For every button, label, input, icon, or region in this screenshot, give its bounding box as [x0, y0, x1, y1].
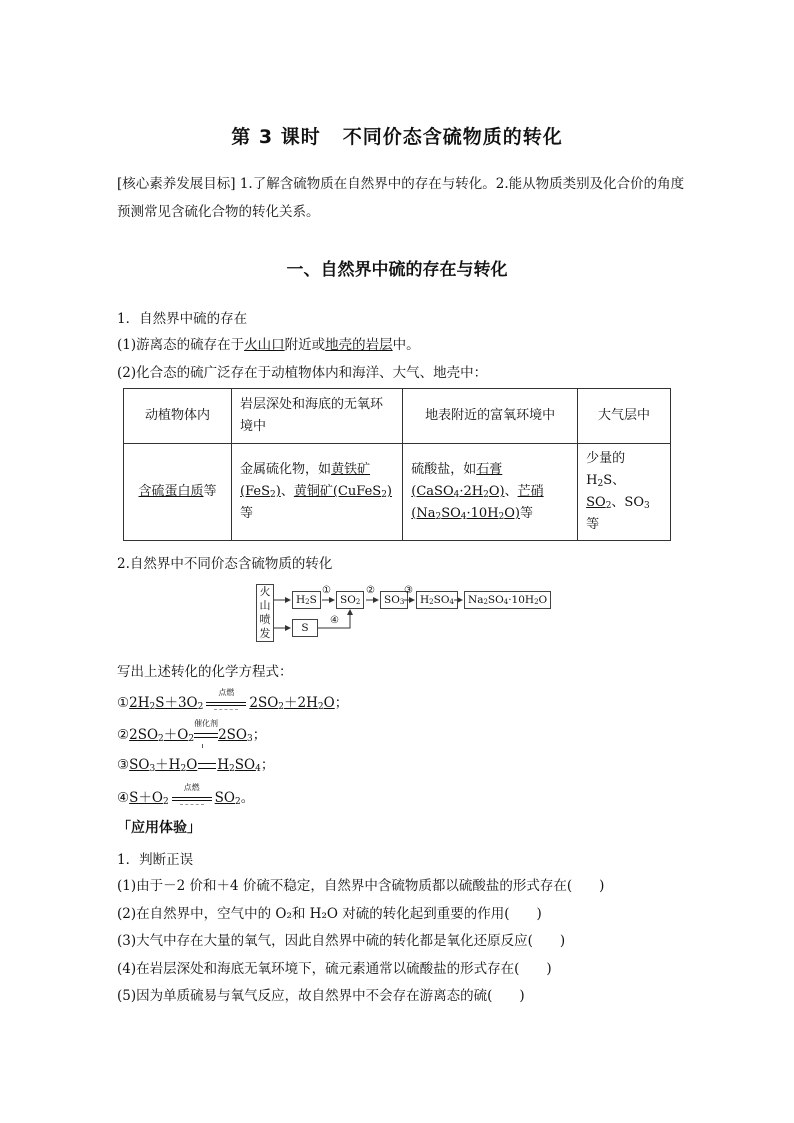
- text-fragment: 少量的 H: [586, 451, 626, 488]
- subscript: 4: [503, 598, 509, 606]
- header-cell: 岩层深处和海底的无氧环境中: [232, 389, 403, 444]
- learning-objectives: [117, 170, 687, 226]
- text-fragment: O: [538, 594, 548, 606]
- eq1-reactants: $2H_2S+3O_2$: [129, 695, 204, 712]
- subscript: 2: [498, 512, 505, 522]
- equals-sign: [198, 763, 216, 769]
- subscript: 2: [317, 702, 324, 712]
- text-fragment: SO: [487, 594, 504, 606]
- equation-4: $④S+O_2$ 点燃 $SO_2$。: [117, 782, 255, 807]
- volcano-char: 发: [259, 627, 271, 640]
- existence-line-1: [117, 333, 420, 353]
- subscript: 3: [246, 734, 253, 744]
- step-label-1: ①: [322, 585, 331, 596]
- step-label-4: ④: [330, 615, 339, 626]
- text-fragment: (Na: [411, 506, 436, 521]
- table-header-row: [124, 389, 671, 444]
- condition-label: 点燃: [183, 782, 200, 792]
- text-fragment: ·10H: [466, 506, 499, 521]
- text-fragment: O): [504, 506, 520, 521]
- subscript: 4: [449, 598, 454, 606]
- volcano-char: 喷: [259, 613, 271, 626]
- eq4-products: $SO_2$: [214, 790, 241, 807]
- condition-label: 催化剂: [194, 718, 219, 728]
- table-row: [124, 444, 671, 541]
- subscript: 4: [460, 512, 467, 522]
- existence-line-2: (2)化合态的硫广泛存在于动植物体内和海洋、大气、地壳中：: [117, 365, 488, 381]
- sulfur-distribution-table: [123, 388, 671, 541]
- answer-chalcopyrite: [294, 484, 392, 499]
- header-cell: 动植物体内: [124, 389, 232, 444]
- volcano-char: 山: [259, 599, 271, 612]
- subscript: 4: [453, 490, 460, 500]
- text-fragment: 、: [280, 484, 294, 499]
- equation-number: ③: [117, 757, 130, 773]
- objectives-text: 1.了解含硫物质在自然界中的存在与转化。2.能从物质类别及化合价的角度预测常见含硫化合物的转化关系。: [117, 176, 685, 220]
- header-cell: 大气层中: [578, 389, 671, 444]
- subscript: 2: [305, 598, 310, 606]
- judge-item-3: (3)大气中存在大量的氧气，因此自然界中硫的转化都是氧化还原反应( ): [117, 933, 566, 949]
- condition-arrow: [206, 687, 246, 711]
- judge-heading: 1．判断正误: [117, 852, 194, 868]
- judge-item-2: (2)在自然界中，空气中的 O₂和 H₂O 对硫的转化起到重要的作用( ): [117, 906, 542, 922]
- condition-arrow: [172, 782, 212, 806]
- apply-heading: 「应用体验」: [117, 820, 201, 836]
- step-label-3: ③: [404, 585, 413, 596]
- text-fragment: SO: [384, 594, 400, 606]
- text-fragment: SO: [586, 495, 606, 510]
- subscript: 2: [162, 797, 169, 807]
- judge-item-4: (4)在岩层深处和海底无氧环境下，硫元素通常以硫酸盐的形式存在( ): [117, 961, 552, 977]
- lesson-number: 第 3 课时: [231, 126, 321, 148]
- text-fragment: 黄铁矿: [331, 462, 371, 477]
- subscript: 3: [149, 764, 156, 774]
- equation-number: ④: [117, 790, 130, 806]
- text-fragment: 等: [520, 506, 534, 521]
- text-fragment: 石膏: [476, 462, 503, 477]
- subsection-heading-1: 1．自然界中硫的存在: [117, 311, 248, 327]
- judge-item-5: (5)因为单质硫易与氧气反应，故自然界中不会存在游离态的硫( ): [117, 988, 525, 1004]
- condition-label: 点燃: [218, 687, 235, 697]
- reversible-arrow: [194, 718, 219, 743]
- text-fragment: 等: [586, 517, 600, 532]
- h2s-box: [292, 591, 321, 609]
- subscript: 2: [483, 490, 489, 500]
- answer-protein: 含硫蛋白质: [138, 484, 204, 499]
- text-fragment: 硫酸盐，如: [411, 462, 477, 477]
- judge-item-1: (1)由于－2 价和＋4 价硫不稳定，自然界中含硫物质都以硫酸盐的形式存在( ): [117, 878, 605, 894]
- sulfur-conversion-diagram: [254, 582, 554, 646]
- subscript: 2: [483, 598, 488, 606]
- subscript: 2: [188, 734, 195, 744]
- text-fragment: (CaSO: [411, 484, 454, 499]
- subscript: 2: [278, 702, 284, 712]
- equation-2: $②2SO_2+O_2$ 催化剂 $2SO_3$；: [117, 723, 266, 743]
- table-cell: [124, 444, 232, 541]
- subscript: 2: [180, 764, 187, 774]
- eq4-reactants: $S+O_2$: [129, 790, 169, 807]
- text-fragment: S、: [603, 473, 626, 488]
- lesson-title: 不同价态含硫物质的转化: [342, 126, 563, 148]
- eq3-reactants: $SO_3+H_2O$: [129, 757, 198, 774]
- text-fragment: 附近或: [284, 337, 326, 353]
- so2-box: [336, 591, 364, 609]
- text-fragment: S: [309, 594, 317, 606]
- subscript: 2: [605, 501, 612, 511]
- equation-3: $③SO_3+H_2O$ $H_2SO_4$；: [117, 757, 275, 774]
- text-fragment: 等: [240, 506, 254, 521]
- subscript: 2: [197, 702, 204, 712]
- page-title: [0, 122, 794, 149]
- eq2-products: $2SO_3$: [218, 727, 253, 744]
- eq3-products: $H_2SO_4$: [217, 757, 261, 774]
- equation-number: ②: [117, 727, 130, 743]
- text-fragment: H: [296, 594, 306, 606]
- subscript: 2: [429, 598, 434, 606]
- text-fragment: 、SO: [611, 495, 644, 510]
- table-cell: [578, 444, 671, 541]
- text-fragment: 等: [203, 484, 217, 499]
- text-fragment: 芒硝: [517, 484, 544, 499]
- text-fragment: SO: [340, 594, 356, 606]
- text-fragment: Na: [468, 594, 484, 606]
- text-fragment: (FeS: [240, 484, 271, 499]
- h2so4-box: [416, 591, 458, 609]
- eq1-products: $2SO_2+2H_2O$: [249, 695, 335, 712]
- mirabilite-box: [464, 591, 551, 609]
- subscript: 3: [644, 501, 650, 511]
- table-cell: [403, 444, 578, 541]
- text-fragment: (CuFeS: [332, 484, 382, 499]
- answer-so2: [586, 495, 611, 510]
- text-fragment: ): [275, 484, 281, 499]
- subscript: 2: [149, 702, 156, 712]
- objectives-label: [核心素养发展目标]: [117, 176, 236, 192]
- equations-intro: 写出上述转化的化学方程式：: [117, 664, 293, 680]
- subscript: 3: [399, 598, 405, 606]
- eq2-reactants: $2SO_2+O_2$: [129, 727, 195, 744]
- subscript: 2: [534, 598, 539, 606]
- subscript: 2: [270, 490, 276, 500]
- text-fragment: ): [386, 484, 392, 499]
- subscript: 2: [597, 479, 604, 489]
- volcano-char: 火: [259, 585, 271, 598]
- answer-volcano: 火山口: [244, 337, 285, 353]
- text-fragment: ·10H: [508, 594, 535, 606]
- subsection-heading-2: 2.自然界中不同价态含硫物质的转化: [117, 556, 333, 572]
- subscript: 2: [435, 512, 442, 522]
- text-fragment: H: [420, 594, 430, 606]
- header-cell: 地表附近的富氧环境中: [403, 389, 578, 444]
- subscript: 2: [158, 734, 164, 744]
- text-fragment: SO: [441, 506, 461, 521]
- volcano-box: [256, 584, 274, 642]
- text-fragment: 金属硫化物，如: [240, 462, 332, 477]
- table-cell: [232, 444, 403, 541]
- text-fragment: (1)游离态的硫存在于: [117, 337, 245, 353]
- subscript: 2: [355, 598, 361, 606]
- subscript: 4: [255, 764, 261, 774]
- equation-number: ①: [117, 695, 130, 711]
- text-fragment: 、: [504, 484, 518, 499]
- subscript: 2: [235, 797, 241, 807]
- section-title: 一、自然界中硫的存在与转化: [286, 260, 508, 280]
- step-label-2: ②: [366, 585, 375, 596]
- sulfur-box: S: [292, 619, 318, 637]
- subscript: 2: [381, 490, 387, 500]
- equation-1: $①2H_2S+3O_2$ 点燃 $2SO_2+2H_2O$；: [117, 687, 349, 712]
- text-fragment: ·2H: [459, 484, 484, 499]
- answer-crust: 地壳的岩层: [325, 337, 393, 353]
- subscript: 2: [229, 764, 235, 774]
- text-fragment: O): [488, 484, 505, 499]
- text-fragment: 黄铜矿: [293, 484, 333, 499]
- text-fragment: 中。: [392, 337, 420, 353]
- text-fragment: SO: [433, 594, 450, 606]
